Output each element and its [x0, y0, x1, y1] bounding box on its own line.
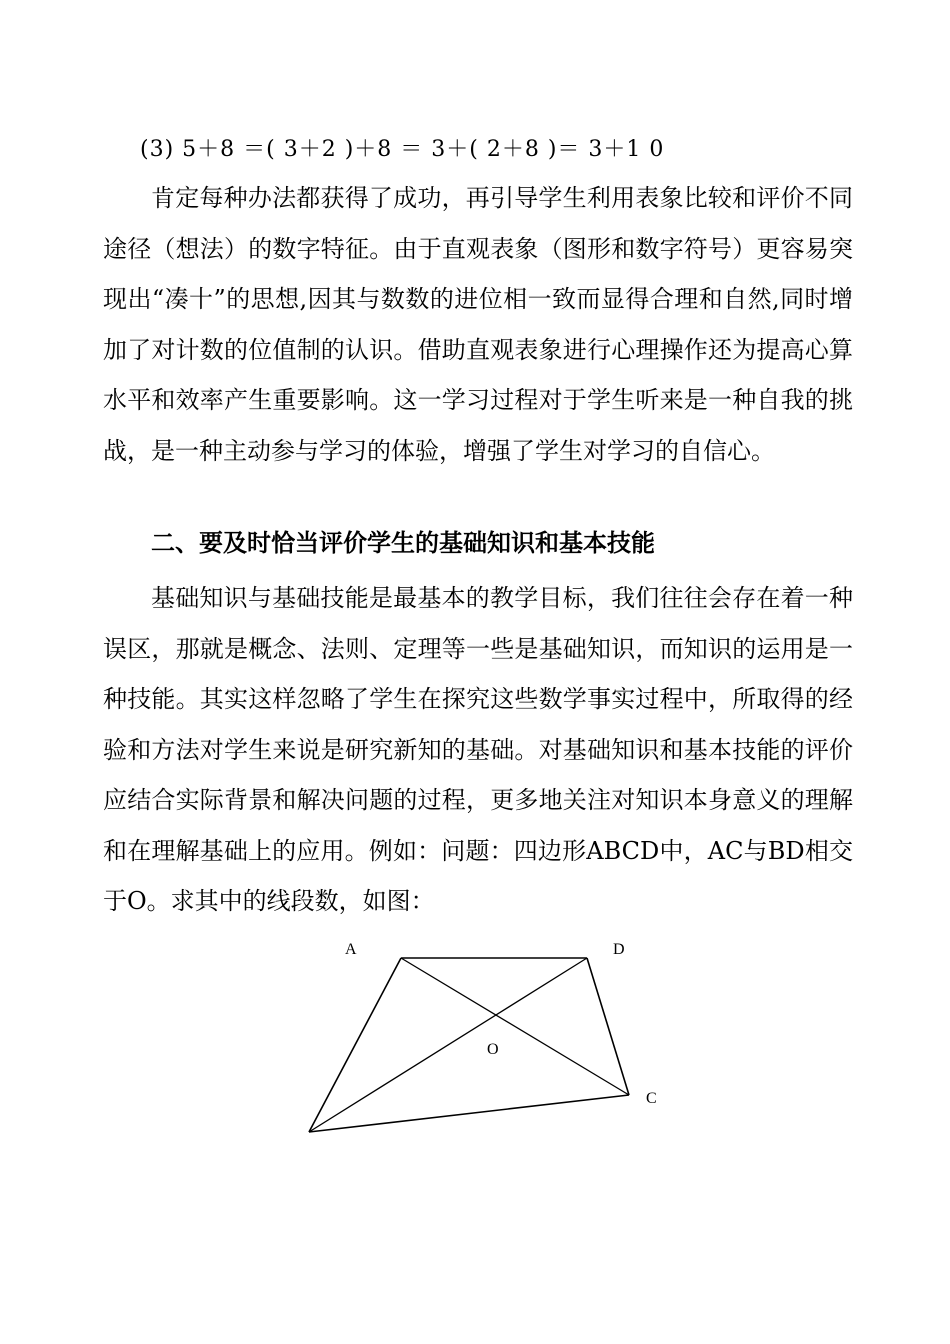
paragraph-1-text: 肯定每种办法都获得了成功，再引导学生利用表象比较和评价不同途径（想法）的数字特征。由于直观表象（图形和数字符号）更容易突现出“凑十”的思想,因其与数数的进位相一致而显得合理和自然,同时增加了对计数的位值制的认识。借助直观表象进行心理操作还为提高心算水平和效率产生重要影响。这一学习过程对于学生听来是一种自我的挑战，是一种主动参与学习的体验，增强了学生对学习的自信心。: [103, 184, 853, 465]
formula-line: (3) 5＋8 ＝( 3＋2 )＋8 ＝ 3＋( 2＋8 )＝ 3＋1 0: [140, 137, 665, 162]
point-label-a: A: [345, 941, 357, 958]
edge-cb: [309, 1095, 629, 1132]
edge-dc: [587, 958, 629, 1095]
point-label-d: D: [613, 941, 625, 958]
quadrilateral-diagram: [290, 925, 690, 1155]
edge-ba: [309, 958, 401, 1132]
paragraph-2-text: 基础知识与基础技能是最基本的教学目标，我们往往会存在着一种误区，那就是概念、法则、定理等一些是基础知识，而知识的运用是一种技能。其实这样忽略了学生在探究这些数学事实过程中，所取得的经验和方法对学生来说是研究新知的基础。对基础知识和基本技能的评价应结合实际背景和解决问题的过程，更多地关注对知识本身意义的理解和在理解基础上的应用。例如：问题：四边形ABCD中，AC与BD相交于O。求其中的线段数，如图：: [103, 584, 853, 915]
section-heading-2: 二、要及时恰当评价学生的基础知识和基本技能: [151, 528, 655, 557]
point-label-c: C: [646, 1090, 657, 1107]
point-label-o: O: [487, 1041, 499, 1058]
paragraph-1: [103, 173, 853, 476]
paragraph-2: [103, 573, 853, 927]
diagonal-ac: [401, 958, 629, 1095]
quadrilateral-figure: [290, 925, 690, 1155]
